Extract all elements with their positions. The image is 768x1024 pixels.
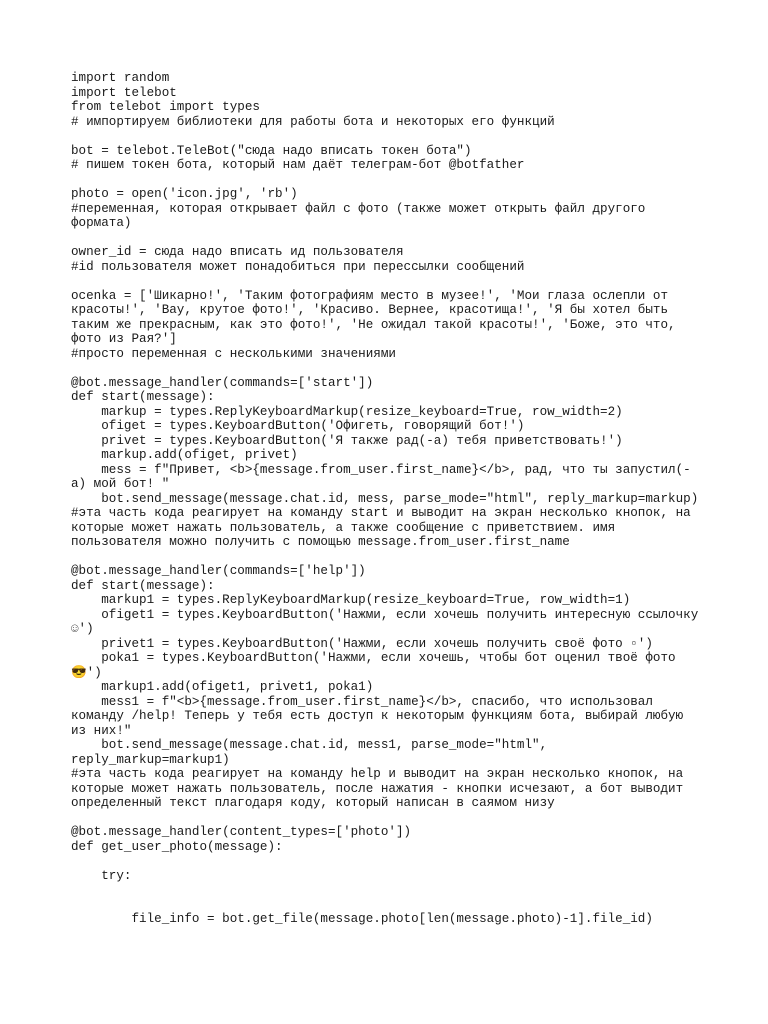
- code-line: @bot.message_handler(content_types=['photo']): [71, 825, 412, 839]
- code-line: красоты!', 'Вау, крутое фото!', 'Красиво. Вернее, красотища!', 'Я бы хотел быть: [71, 303, 669, 317]
- code-line: markup1 = types.ReplyKeyboardMarkup(resize_keyboard=True, row_width=1): [71, 593, 631, 607]
- code-line: ofiget1 = types.KeyboardButton('Нажми, если хочешь получить интересную ссылочку: [71, 607, 699, 622]
- code-line: privet = types.KeyboardButton('Я также рад(-а) тебя приветствовать!'): [71, 433, 623, 448]
- blank-line: [71, 898, 711, 913]
- code-comment: формата): [71, 216, 132, 230]
- code-line: from telebot import types: [71, 100, 260, 114]
- code-comment: которые может нажать пользователь, а также сообщение с приветствием. имя: [71, 520, 616, 535]
- code-line: poka1 = types.KeyboardButton('Нажми, если хочешь, чтобы бот оценил твоё фото: [71, 651, 676, 665]
- code-line: owner_id = сюда надо вписать ид пользователя: [71, 245, 404, 259]
- code-line: bot.send_message(message.chat.id, mess1, parse_mode="html",: [71, 738, 548, 752]
- code-line: import telebot: [71, 85, 177, 100]
- code-line: import random: [71, 71, 170, 85]
- code-line: privet1 = types.KeyboardButton('Нажми, если хочешь получить своё фото ▫'): [71, 636, 653, 651]
- code-line: markup1.add(ofiget1, privet1, poka1): [71, 680, 374, 694]
- code-line: markup = types.ReplyKeyboardMarkup(resize_keyboard=True, row_width=2): [71, 404, 623, 419]
- code-line: bot.send_message(message.chat.id, mess, parse_mode="html", reply_markup=markup): [71, 491, 699, 506]
- code-line: ofiget = types.KeyboardButton('Офигеть, говорящий бот!'): [71, 419, 525, 433]
- code-line: mess = f"Привет, <b>{message.from_user.first_name}</b>, рад, что ты запустил(-: [71, 462, 691, 477]
- blank-line: [71, 173, 711, 188]
- code-line: try:: [71, 868, 132, 883]
- code-comment: # пишем токен бота, который нам даёт телеграм-бот @botfather: [71, 158, 525, 172]
- code-line: @bot.message_handler(commands=['start']): [71, 375, 374, 390]
- code-line: def start(message):: [71, 390, 215, 404]
- code-line: @bot.message_handler(commands=['help']): [71, 564, 366, 578]
- code-comment: #эта часть кода реагирует на команду help и выводит на экран несколько кнопок, на: [71, 767, 684, 781]
- code-line: а) мой бот! ": [71, 477, 170, 491]
- blank-line: [71, 811, 711, 826]
- code-comment: #id пользователя может понадобиться при пересcылки сообщений: [71, 259, 525, 274]
- code-line: ocenka = ['Шикарно!', 'Таким фотографиям место в музее!', 'Мои глаза ослепли от: [71, 288, 669, 303]
- blank-line: [71, 854, 711, 869]
- blank-line: [71, 361, 711, 376]
- code-line: file_info = bot.get_file(message.photo[len(message.photo)-1].file_id): [71, 912, 653, 926]
- blank-line: [71, 129, 711, 144]
- code-line: photo = open('icon.jpg', 'rb'): [71, 187, 298, 201]
- code-comment: пользователя можно получить с помощью message.from_user.first_name: [71, 535, 570, 549]
- blank-line: [71, 231, 711, 246]
- code-comment: #просто переменная с несколькими значениями: [71, 346, 396, 361]
- code-comment: которые может нажать пользователь, после нажатия - кнопки исчезают, а бот выводит: [71, 781, 684, 796]
- blank-line: [71, 274, 711, 289]
- code-comment: #переменная, которая открывает файл с фото (также может открыть файл другого: [71, 201, 646, 216]
- code-line: 😎'): [71, 665, 102, 680]
- code-line: bot = telebot.TeleBot("сюда надо вписать токен бота"): [71, 143, 472, 158]
- code-line: markup.add(ofiget, privet): [71, 448, 298, 462]
- code-line: из них!": [71, 723, 132, 738]
- code-comment: # импортируем библиотеки для работы бота и некоторых его функций: [71, 114, 555, 129]
- code-line: reply_markup=markup1): [71, 752, 230, 767]
- code-comment: определенный текст плагодаря коду, который написан в саямом низу: [71, 796, 555, 810]
- blank-line: [71, 550, 711, 565]
- code-line: def get_user_photo(message):: [71, 839, 283, 854]
- blank-line: [71, 883, 711, 898]
- code-line: def start(message):: [71, 578, 215, 593]
- code-line: фото из Рая?']: [71, 332, 177, 346]
- code-line: mess1 = f"<b>{message.from_user.first_name}</b>, спасибо, что использовал: [71, 694, 653, 709]
- code-line: команду /help! Теперь у тебя есть доступ к некоторым функциям бота, выбирай любую: [71, 709, 684, 723]
- code-comment: #эта часть кода реагирует на команду start и выводит на экран несколько кнопок, на: [71, 506, 691, 520]
- code-document: [71, 71, 711, 927]
- code-line: ☺'): [71, 622, 94, 636]
- code-line: таким же прекрасным, как это фото!', 'Не ожидал такой красоты!', 'Боже, это что,: [71, 317, 676, 332]
